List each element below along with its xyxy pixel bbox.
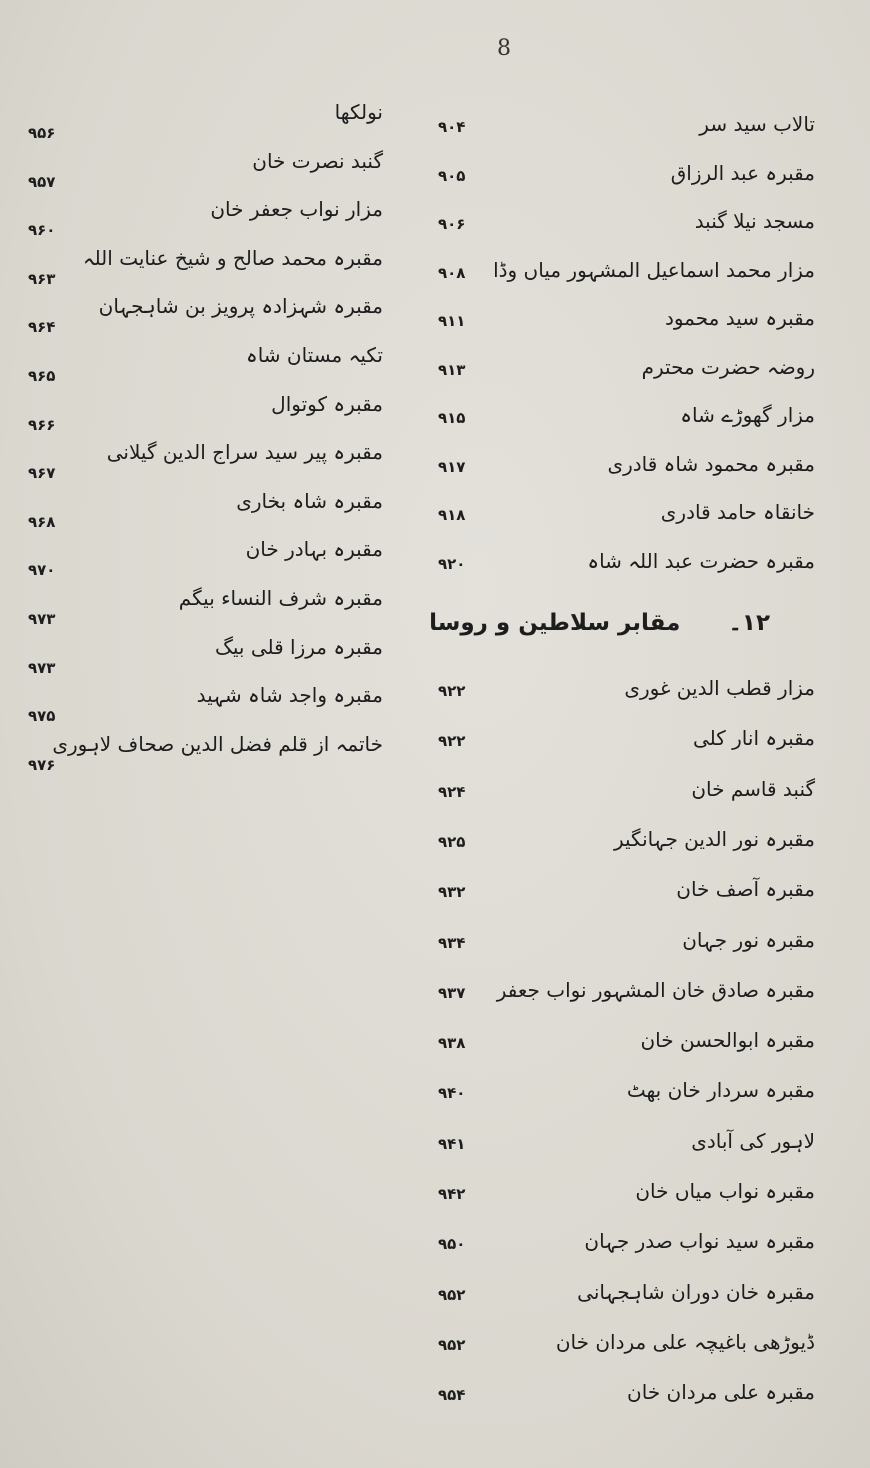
toc-entry-page: ۹۵۴ xyxy=(438,1386,466,1405)
toc-entry-title: مقبرہ نور الدین جہانگیر xyxy=(613,826,815,851)
toc-entry-page: ۹۶۶ xyxy=(28,415,56,434)
toc-entry-page: ۹۲۲ xyxy=(438,732,466,751)
toc-entry-page: ۹۶۵ xyxy=(28,367,56,385)
toc-entry-title: مقبرہ علی مردان خان xyxy=(627,1380,815,1405)
toc-entry-title: خانقاہ حامد قادری xyxy=(660,500,815,524)
toc-entry-page: ۹۷۳ xyxy=(28,658,56,677)
toc-entry-title: مقبرہ صادق خان المشہور نواب جعفر xyxy=(496,977,815,1002)
toc-entry-title: مزار نواب جعفر خان xyxy=(210,197,383,222)
toc-entry-title: مقبرہ نور جہان xyxy=(682,927,815,952)
toc-entry-page: ۹۲۲ xyxy=(438,682,466,700)
toc-entry-page: ۹۲۵ xyxy=(438,832,466,851)
toc-entry-page: ۹۷۵ xyxy=(28,707,56,726)
toc-entry-title: مقبرہ محمد صالح و شیخ عنایت اللہ xyxy=(82,245,383,270)
toc-entry-page: ۹۳۸ xyxy=(438,1034,466,1053)
section-heading xyxy=(429,610,770,636)
toc-entry-page: ۹۴۲ xyxy=(438,1185,466,1203)
toc-entry-page: ۹۳۲ xyxy=(438,883,466,902)
toc-entry-page: ۹۳۴ xyxy=(438,933,466,952)
toc-entry-title: مقبرہ سید نواب صدر جہان xyxy=(584,1229,815,1254)
toc-entry-title: مقبرہ ابوالحسن خان xyxy=(640,1028,815,1053)
toc-entry-title: مزار گھوڑے شاہ xyxy=(680,403,815,427)
toc-entry-page: ۹۶۸ xyxy=(28,512,56,531)
toc-entry-page: ۹۴۱ xyxy=(438,1134,466,1153)
toc-entry-page: ۹۳۷ xyxy=(438,983,466,1002)
toc-entry-title: گنبد قاسم خان xyxy=(691,776,815,801)
toc-entry-title: مقبرہ حضرت عبد اللہ شاہ xyxy=(587,548,815,573)
toc-entry-title: مقبرہ خان دوران شاہجہانی xyxy=(577,1279,815,1304)
toc-entry-title: مقبرہ واجد شاہ شہید xyxy=(196,683,383,708)
toc-entry-title: خاتمہ از قلم فضل الدین صحاف لاہوری xyxy=(52,731,383,756)
toc-entry-page: ۹۵۲ xyxy=(438,1285,466,1304)
toc-entry-title: مقبرہ شاہ بخاری xyxy=(236,488,383,513)
section-title: مقابر سلاطین و روسا xyxy=(429,610,681,636)
section-number: ۱۲۔ xyxy=(728,610,770,636)
toc-entry-page: ۹۱۷ xyxy=(438,457,466,476)
toc-entry-page: ۹۵۲ xyxy=(438,1335,466,1354)
toc-entry-title: گنبد نصرت خان xyxy=(252,148,383,173)
toc-entry-title: مقبرہ سید محمود xyxy=(664,306,815,330)
toc-entry-page: ۹۶۰ xyxy=(28,221,56,240)
toc-entry-page: ۹۶۷ xyxy=(28,464,56,483)
toc-entry-title: مقبرہ کوتوال xyxy=(271,391,383,416)
toc-entry-page: ۹۷۰ xyxy=(28,561,56,580)
toc-entry-page: ۹۶۴ xyxy=(28,318,56,337)
toc-entry-page: ۹۱۱ xyxy=(438,312,466,330)
toc-entry-page: ۹۰۶ xyxy=(438,215,466,233)
toc-entry-page: ۹۵۶ xyxy=(28,124,56,142)
toc-entry-title: مقبرہ مرزا قلی بیگ xyxy=(214,634,383,659)
toc-entry-page: ۹۰۸ xyxy=(438,263,466,282)
toc-entry-title: مزار قطب الدین غوری xyxy=(624,676,815,700)
toc-entry-page: ۹۲۰ xyxy=(438,554,466,573)
toc-entry-page: ۹۶۳ xyxy=(28,269,56,288)
toc-entry-title: مقبرہ محمود شاہ قادری xyxy=(607,451,815,476)
toc-entry-title: نولکھا xyxy=(334,100,383,124)
toc-entry-page: ۹۱۵ xyxy=(438,409,466,427)
toc-entry-page: ۹۵۰ xyxy=(438,1235,466,1254)
toc-entry-title: مقبرہ شہزادہ پرویز بن شاہجہان xyxy=(98,294,383,319)
toc-entry-page: ۹۴۰ xyxy=(438,1084,466,1103)
toc-entry-title: مقبرہ سردار خان بھٹ xyxy=(626,1078,815,1103)
toc-entry-title: تکیہ مستان شاہ xyxy=(245,343,383,367)
page-number: 8 xyxy=(497,36,511,61)
toc-entry-title: روضہ حضرت محترم xyxy=(641,354,815,379)
toc-entry-page: ۹۰۵ xyxy=(438,166,466,185)
toc-entry-page: ۹۷۶ xyxy=(28,755,56,774)
toc-entry-page: ۹۲۴ xyxy=(438,782,466,801)
toc-entry-title: مقبرہ بہادر خان xyxy=(245,537,383,562)
toc-entry-page: ۹۰۴ xyxy=(438,118,466,136)
toc-entry-title: مسجد نیلا گنبد xyxy=(694,209,815,233)
toc-entry-page: ۹۱۳ xyxy=(438,360,466,379)
toc-entry-title: ڈیوڑھی باغیچہ علی مردان خان xyxy=(555,1329,815,1354)
toc-entry-page: ۹۱۸ xyxy=(438,506,466,524)
toc-entry-title: مقبرہ آصف خان xyxy=(676,877,815,902)
toc-entry-title: لاہور کی آبادی xyxy=(691,1128,815,1153)
toc-entry-title: مزار محمد اسماعیل المشہور میاں وڈا xyxy=(493,257,815,282)
toc-entry-page: ۹۵۷ xyxy=(28,172,56,191)
toc-entry-title: مقبرہ عبد الرزاق xyxy=(670,160,815,185)
toc-entry-title: مقبرہ شرف النساء بیگم xyxy=(178,586,383,610)
toc-entry-page: ۹۷۳ xyxy=(28,610,56,628)
toc-entry-title: مقبرہ انار کلی xyxy=(692,726,815,751)
toc-entry-title: مقبرہ پیر سید سراج الدین گیلانی xyxy=(106,440,383,465)
toc-entry-title: تالاب سید سر xyxy=(699,112,815,136)
toc-entry-title: مقبرہ نواب میاں خان xyxy=(635,1179,815,1203)
